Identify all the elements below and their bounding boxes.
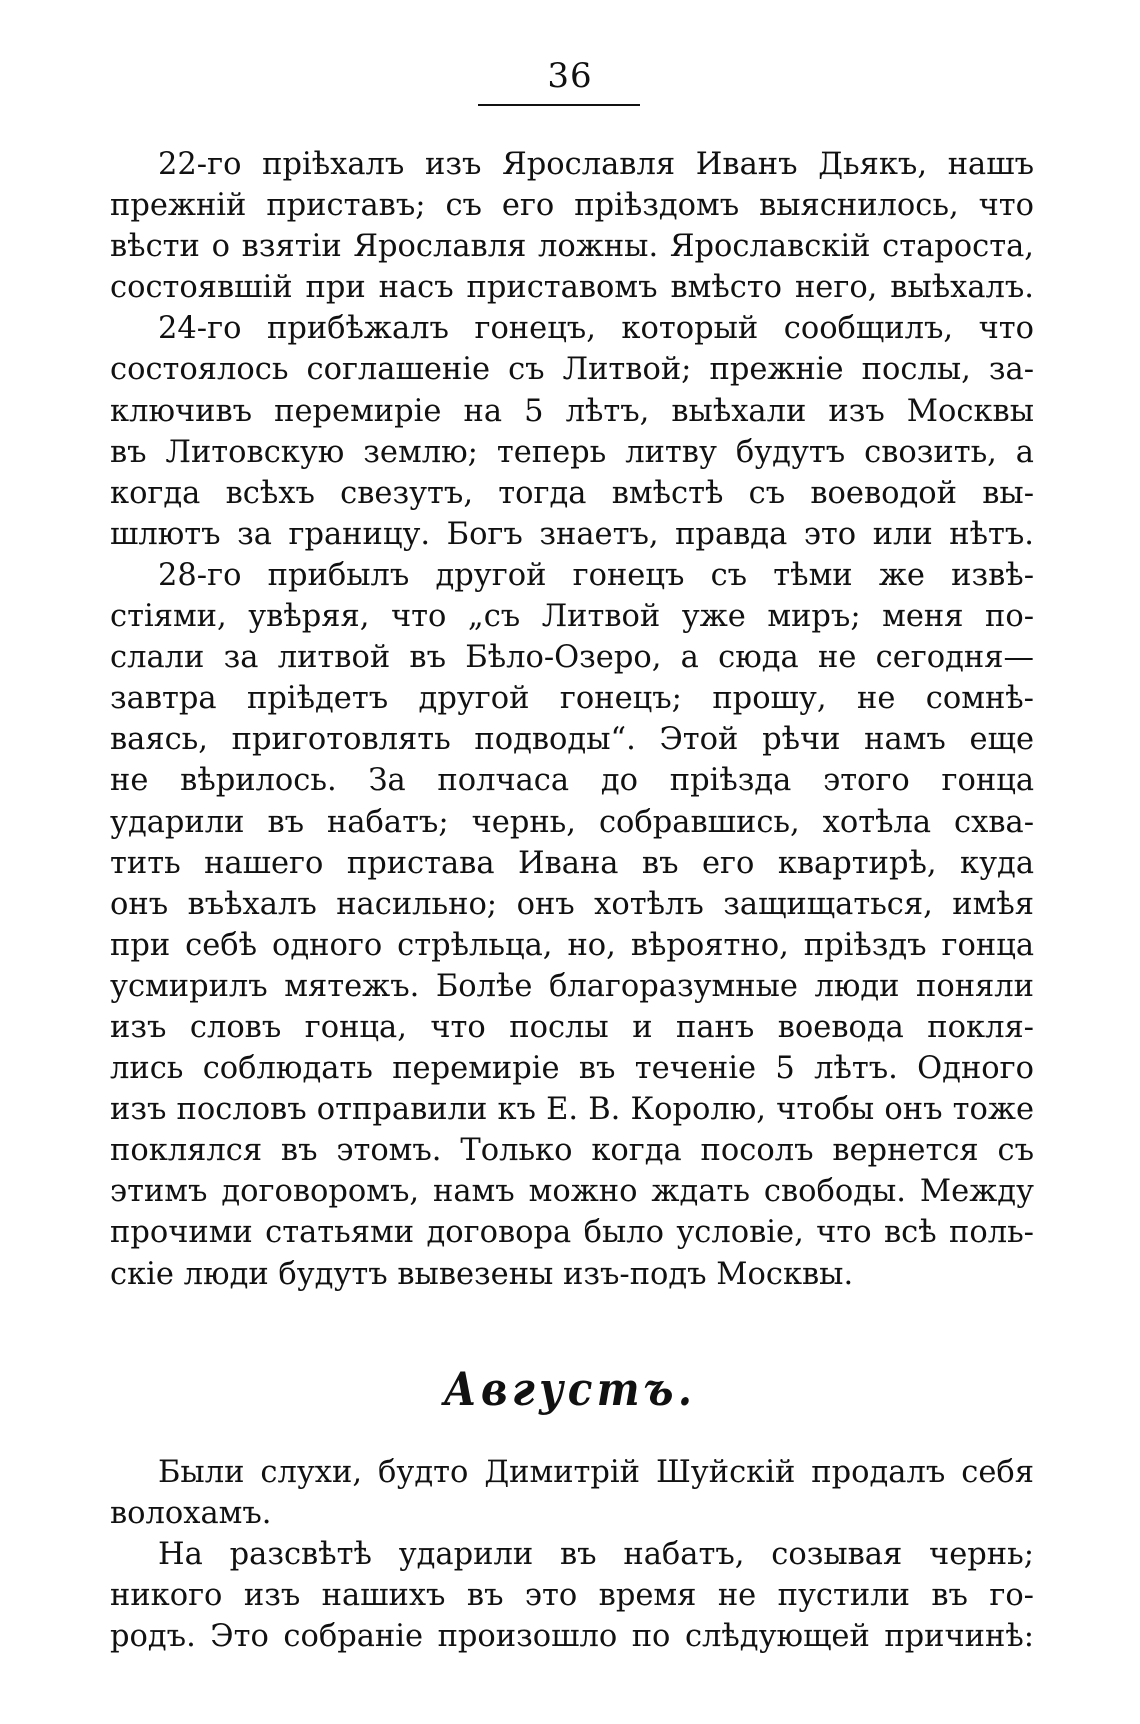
text-line: въ Литовскую землю; теперь литву будутъ свозить, а: [110, 434, 1034, 470]
text-line: не вѣрилось. За полчаса до пріѣзда этого гонца: [110, 763, 1034, 799]
text-line: никого изъ нашихъ въ это время не пустили въ го-: [110, 1578, 1034, 1614]
text-line: завтра пріѣдетъ другой гонецъ; прошу, не сомнѣ-: [110, 681, 1034, 717]
text-line: родъ. Это собраніе произошло по слѣдующей причинѣ:: [110, 1619, 1034, 1655]
text-line: этимъ договоромъ, намъ можно ждать свободы. Между: [110, 1174, 1034, 1210]
text-line: 22-го пріѣхалъ изъ Ярославля Иванъ Дьякъ, нашъ: [158, 147, 1034, 182]
text-line: шлютъ за границу. Богъ знаетъ, правда это или нѣтъ.: [110, 516, 1034, 552]
text-line: состоялось соглашеніе съ Литвой; прежніе послы, за-: [110, 352, 1034, 388]
text-line: 24-го прибѣжалъ гонецъ, который сообщилъ, что: [158, 311, 1034, 347]
text-line: тить нашего пристава Ивана въ его квартирѣ, куда: [110, 845, 1034, 881]
page-number-rule: [478, 104, 640, 106]
text-line: вѣсти о взятіи Ярославля ложны. Ярославскій староста,: [110, 229, 1034, 265]
text-line: усмирилъ мятежъ. Болѣе благоразумные люди поняли: [110, 968, 1034, 1004]
text-line: скіе люди будутъ вывезены изъ-подъ Москвы.: [110, 1256, 854, 1292]
text-line: 28-го прибылъ другой гонецъ съ тѣми же извѣ-: [158, 557, 1034, 593]
text-line: ваясь, приготовлять подводы“. Этой рѣчи намъ еще: [110, 722, 1034, 758]
text-line: прочими статьями договора было условіе, что всѣ поль-: [110, 1215, 1034, 1251]
text-line: поклялся въ этомъ. Только когда посолъ вернется съ: [110, 1133, 1034, 1169]
text-line: онъ въѣхалъ насильно; онъ хотѣлъ защищаться, имѣя: [110, 886, 1034, 922]
text-line: ключивъ перемиріе на 5 лѣтъ, выѣхали изъ Москвы: [110, 393, 1034, 429]
text-line: прежній приставъ; съ его пріѣздомъ выяснилось, что: [110, 188, 1034, 224]
body-text-before-heading: [110, 144, 1034, 1295]
text-line: изъ пословъ отправили къ Е. В. Королю, чтобы онъ тоже: [110, 1092, 1034, 1128]
text-line: ударили въ набатъ; чернь, собравшись, хотѣла схва-: [110, 804, 1034, 840]
text-line: состоявшій при насъ приставомъ вмѣсто него, выѣхалъ.: [110, 270, 1034, 306]
text-line: Были слухи, будто Димитрій Шуйскій продалъ себя: [158, 1455, 1034, 1490]
text-line: волохамъ.: [110, 1496, 272, 1532]
body-text-after-heading: [110, 1452, 1034, 1657]
text-line: когда всѣхъ свезутъ, тогда вмѣстѣ съ воеводой вы-: [110, 475, 1034, 511]
text-line: лись соблюдать перемиріе въ теченіе 5 лѣтъ. Одного: [110, 1051, 1034, 1087]
page-number: 36: [547, 56, 593, 96]
text-line: слали за литвой въ Бѣло-Озеро, а сюда не сегодня—: [110, 640, 1034, 676]
text-line: На разсвѣтѣ ударили въ набатъ, созывая чернь;: [158, 1537, 1034, 1573]
text-line: стіями, увѣряя, что „съ Литвой уже миръ; меня по-: [110, 599, 1034, 635]
text-line: при себѣ одного стрѣльца, но, вѣроятно, пріѣздъ гонца: [110, 927, 1034, 963]
text-line: изъ словъ гонца, что послы и панъ воевода покля-: [110, 1009, 1034, 1045]
section-heading: Августъ.: [443, 1362, 697, 1416]
